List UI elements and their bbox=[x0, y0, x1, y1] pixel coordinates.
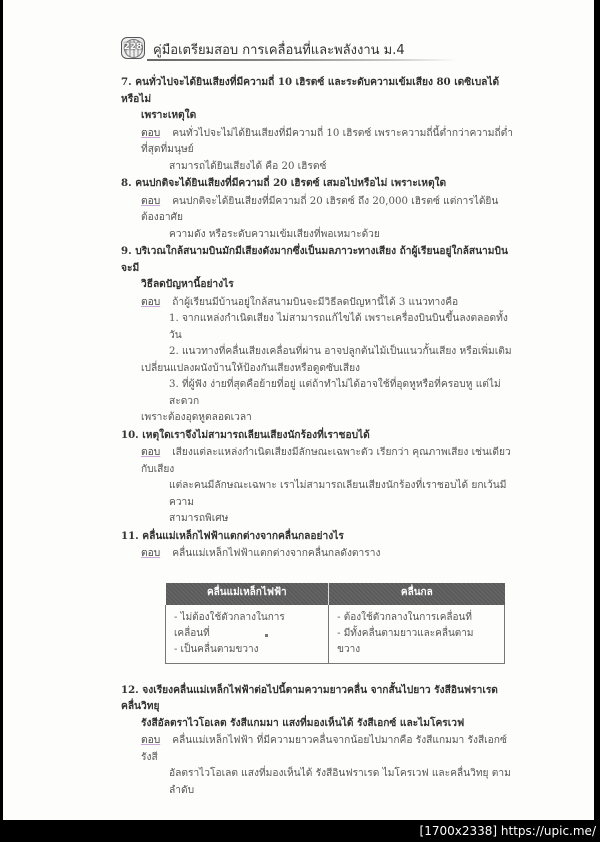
question-number: 7. bbox=[121, 76, 132, 88]
scanned-page bbox=[3, 0, 594, 820]
question-text: วิธีลดปัญหานี้อย่างไร bbox=[141, 278, 234, 290]
question-number: 12. bbox=[121, 683, 139, 696]
question-text: รังสีอัลตราไวโอเลต รังสีแกมมา แสงที่มองเห็นได้ รังสีเอกซ์ และไมโครเวฟ bbox=[141, 716, 465, 729]
answer-text: เสียงแต่ละแหล่งกำเนิดเสียงมีลักษณะเฉพาะตัว เรียกว่า คุณภาพเสียง เช่นเดียวกับเสียง bbox=[141, 447, 511, 475]
table-cell-mechanical: - ต้องใช้ตัวกลางในการเคลื่อนที่ - มีทั้งคลื่นตามยาวและคลื่นตามขวาง bbox=[329, 605, 505, 664]
answer-text: ความดัง หรือระดับความเข้มเสียงที่พอเหมาะด้วย bbox=[169, 228, 380, 240]
answer-item-1: 1. จากแหล่งกำเนิดเสียง ไม่สามารถแก้ไขได้ เพราะเครื่องบินบินขึ้นลงตลอดทั้งวัน bbox=[169, 313, 508, 341]
answer-text: คนทั่วไปจะไม่ได้ยินเสียงที่มีความถี่ 10 เฮิรตซ์ เพราะความถี่นี้ต่ำกว่าความถี่ต่ำที่สุดที่มนุษย์ bbox=[141, 127, 513, 155]
question-text: เหตุใดเราจึงไม่สามารถเลียนเสียงนักร้องที่เราชอบได้ bbox=[142, 428, 370, 441]
answer-label: ตอบ bbox=[141, 296, 161, 308]
answer-item-2-cont: เปลี่ยนแปลงผนังบ้านให้ป้องกันเสียงหรือดูดซับเสียง bbox=[141, 362, 361, 374]
table-header-mechanical-wave: คลื่นกล bbox=[329, 583, 505, 605]
answer-text: คลื่นแม่เหล็กไฟฟ้า ที่มีความยาวคลื่นจากน้อยไปมากคือ รังสีแกมมา รังสีเอกซ์ รังสี bbox=[141, 735, 507, 763]
question-11 bbox=[121, 528, 513, 563]
question-7 bbox=[121, 74, 513, 175]
answer-text: ถ้าผู้เรียนมีบ้านอยู่ใกล้สนามบินจะมีวิธีลดปัญหานี้ได้ 3 แนวทางคือ bbox=[172, 296, 459, 308]
answer bbox=[141, 445, 513, 528]
answer-label: ตอบ bbox=[141, 127, 161, 139]
question-number: 9. bbox=[121, 245, 132, 257]
image-info-bar: [1700x2338] https://upic.me/ bbox=[0, 820, 600, 842]
question-number: 8. bbox=[121, 177, 132, 189]
answer bbox=[141, 126, 513, 176]
answer bbox=[141, 295, 513, 427]
question-text: คนทั่วไปจะได้ยินเสียงที่มีความถี่ 10 เฮิรตซ์ และระดับความเข้มเสียง 80 เดซิเบลได้หรือไม่ bbox=[121, 76, 500, 105]
page-header bbox=[121, 37, 461, 63]
answer-item-3-cont: เพราะต้องอุดหูตลอดเวลา bbox=[141, 412, 252, 423]
answer-label: ตอบ bbox=[141, 447, 161, 458]
page-content bbox=[121, 74, 513, 799]
answer-label: ตอบ bbox=[141, 548, 161, 559]
page-number-badge bbox=[121, 37, 145, 59]
answer bbox=[141, 546, 513, 563]
table-row bbox=[166, 605, 505, 664]
answer-text: คนปกติจะได้ยินเสียงที่มีความถี่ 20 เฮิรตซ์ ถึง 20,000 เฮิรตซ์ แต่การได้ยินต้องอาศัย bbox=[141, 195, 499, 223]
comparison-table bbox=[165, 583, 505, 664]
question-9 bbox=[121, 243, 513, 427]
question-number: 11. bbox=[121, 529, 139, 542]
answer-item-3: 3. ที่ผู้ฟัง ง่ายที่สุดคือย้ายที่อยู่ แต่ถ้าทำไม่ได้อาจใช้ที่อุดหูหรือที่ครอบหู แต่ไม่สะดวก bbox=[169, 379, 501, 407]
question-10 bbox=[121, 427, 513, 528]
answer bbox=[141, 733, 513, 799]
book-title: คู่มือเตรียมสอบ การเคลื่อนที่และพลังงาน ม.4 bbox=[153, 43, 405, 58]
page-number: 228 bbox=[123, 42, 143, 52]
answer bbox=[141, 194, 513, 244]
question-text: คลื่นแม่เหล็กไฟฟ้าแตกต่างจากคลื่นกลอย่างไร bbox=[142, 529, 344, 542]
question-8 bbox=[121, 175, 513, 243]
answer-label: ตอบ bbox=[141, 195, 161, 207]
question-number: 10. bbox=[121, 428, 139, 441]
table-header-em-wave: คลื่นแม่เหล็กไฟฟ้า bbox=[166, 583, 329, 605]
question-text: เพราะเหตุใด bbox=[141, 109, 197, 121]
question-text: คนปกติจะได้ยินเสียงที่มีความถี่ 20 เฮิรตซ์ เสมอไปหรือไม่ เพราะเหตุใด bbox=[135, 177, 447, 189]
answer-text: คลื่นแม่เหล็กไฟฟ้าแตกต่างจากคลื่นกลดังตาราง bbox=[172, 548, 381, 559]
question-text: จงเรียงคลื่นแม่เหล็กไฟฟ้าต่อไปนี้ตามความยาวคลื่น จากสั้นไปยาว รังสีอินฟราเรด คลื่นวิทยุ bbox=[121, 683, 498, 712]
answer-item-2: 2. แนวทางที่คลื่นเสียงเคลื่อนที่ผ่าน อาจปลูกต้นไม้เป็นแนวกั้นเสียง หรือเพิ่มเติม bbox=[169, 346, 512, 357]
answer-text: อัลตราไวโอเลต แสงที่มองเห็นได้ รังสีอินฟราเรด ไมโครเวฟ และคลื่นวิทยุ ตามลำดับ bbox=[169, 768, 511, 796]
answer-text: สามารถพิเศษ bbox=[169, 513, 229, 524]
scan-speck bbox=[265, 634, 268, 637]
answer-text: สามารถได้ยินเสียงได้ คือ 20 เฮิรตซ์ bbox=[169, 160, 327, 172]
question-12 bbox=[121, 682, 513, 800]
answer-label: ตอบ bbox=[141, 735, 161, 746]
table-cell-em: - ไม่ต้องใช้ตัวกลางในการเคลื่อนที่ - เป็นคลื่นตามขวาง bbox=[166, 605, 329, 664]
question-text: บริเวณใกล้สนามบินมักมีเสียงดังมากซึ่งเป็นมลภาวะทางเสียง ถ้าผู้เรียนอยู่ใกล้สนามบินจะมี bbox=[121, 245, 508, 274]
header-divider bbox=[147, 59, 457, 61]
answer-text: แต่ละคนมีลักษณะเฉพาะ เราไม่สามารถเลียนเสียงนักร้องที่เราชอบได้ ยกเว้นมีความ bbox=[169, 480, 507, 508]
